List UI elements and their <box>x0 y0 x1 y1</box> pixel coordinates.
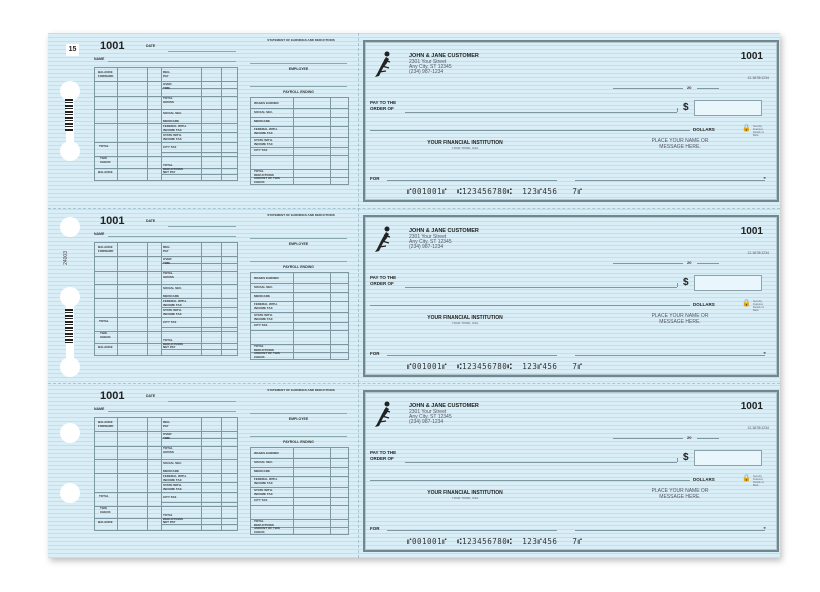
amount-words-field[interactable] <box>370 130 690 131</box>
stub-earnings-table: BALANCE FORWARD TOTAL THIS CHECK BALANCE REG. PAY OVER TIME TOTAL GROSS SOCIAL SEC. MEDICARE FEDERAL WITH. INCOME TAX STATE WITH. INCOME TAX CITY TAX TOTAL DEDUCTIONS NET PAY <box>94 242 238 356</box>
payee-field[interactable] <box>405 287 677 288</box>
routing-fraction: 12-3678/1234 <box>747 251 769 255</box>
routing-fraction: 12-3678/1234 <box>747 76 769 80</box>
amount-words-field[interactable] <box>370 305 690 306</box>
stub-date-label: DATE <box>146 219 156 223</box>
account-holder-address: 2301 Your Street Any City, ST 12345 (234) 987-1234 <box>409 234 452 250</box>
payee-field[interactable] <box>405 112 677 113</box>
lock-icon: 🔒 <box>742 300 751 307</box>
bank-town: YOUR TOWN, USA <box>451 146 479 150</box>
payroll-table: WAGES EARNED SOCIAL SEC. MEDICARE FEDERAL WITH. INCOME TAX STATE WITH. INCOME TAX CITY TAX TOTAL DEDUCTIONS AMOUNT OF THIS CHECK <box>250 97 349 185</box>
security-features-text: Security Features Details on Back. <box>753 300 765 312</box>
bank-name: YOUR FINANCIAL INSTITUTION <box>427 490 503 496</box>
employee-field[interactable] <box>250 413 347 414</box>
pay-to-label: PAY TO THE ORDER OF <box>370 275 397 286</box>
stub-check-number: 1001 <box>100 390 125 402</box>
check-number: 1001 <box>740 51 763 62</box>
payroll-ending-label: PAYROLL ENDING <box>283 440 314 444</box>
stub-3 <box>48 383 358 558</box>
check-sheet <box>48 33 780 558</box>
stub-date-label: DATE <box>146 44 156 48</box>
bank-town: YOUR TOWN, USA <box>451 496 479 500</box>
bank-town: YOUR TOWN, USA <box>451 321 479 325</box>
dollars-label: DOLLARS <box>693 127 715 132</box>
custom-message: PLACE YOUR NAME OR MESSAGE HERE. <box>651 138 709 150</box>
signature-mark: ⁌ <box>763 526 766 532</box>
signature-field[interactable] <box>575 530 765 531</box>
employee-label: EMPLOYEE <box>288 242 309 246</box>
stub-check-number: 1001 <box>100 40 125 52</box>
stub-name-label: NAME <box>94 57 105 61</box>
payroll-table: WAGES EARNED SOCIAL SEC. MEDICARE FEDERAL WITH. INCOME TAX STATE WITH. INCOME TAX CITY TAX TOTAL DEDUCTIONS AMOUNT OF THIS CHECK <box>250 447 349 535</box>
signature-field[interactable] <box>575 355 765 356</box>
statement-title: STATEMENT OF EARNINGS AND DEDUCTIONS <box>267 213 335 217</box>
stub-date-field[interactable] <box>168 226 236 227</box>
memo-label: FOR <box>370 176 380 181</box>
employee-label: EMPLOYEE <box>288 67 309 71</box>
stub-earnings-table: BALANCE FORWARD TOTAL THIS CHECK BALANCE REG. PAY OVER TIME TOTAL GROSS SOCIAL SEC. MEDICARE FEDERAL WITH. INCOME TAX STATE WITH. INCOME TAX CITY TAX TOTAL DEDUCTIONS NET PAY <box>94 67 238 181</box>
statement-title: STATEMENT OF EARNINGS AND DEDUCTIONS <box>267 388 335 392</box>
stub-date-label: DATE <box>146 394 156 398</box>
stub-name-field[interactable] <box>108 61 236 62</box>
stub-name-label: NAME <box>94 407 105 411</box>
routing-fraction: 12-3678/1234 <box>747 426 769 430</box>
runner-logo-icon <box>373 400 395 428</box>
stub-date-field[interactable] <box>168 401 236 402</box>
check-2 <box>363 215 779 377</box>
payroll-ending-field[interactable] <box>250 86 347 87</box>
date-year-prefix: 20 <box>687 260 692 265</box>
signature-mark: ⁌ <box>763 351 766 357</box>
lock-icon: 🔒 <box>742 125 751 132</box>
stub-name-label: NAME <box>94 232 105 236</box>
statement-title: STATEMENT OF EARNINGS AND DEDUCTIONS <box>267 38 335 42</box>
custom-message: PLACE YOUR NAME OR MESSAGE HERE. <box>651 488 709 500</box>
memo-field[interactable] <box>387 530 557 531</box>
dollar-sign: $ <box>683 277 689 288</box>
stub-name-field[interactable] <box>108 411 236 412</box>
signature-mark: ⁌ <box>763 176 766 182</box>
date-year-prefix: 20 <box>687 435 692 440</box>
amount-field[interactable] <box>694 275 762 291</box>
pay-to-label: PAY TO THE ORDER OF <box>370 450 397 461</box>
memo-field[interactable] <box>387 180 557 181</box>
employee-label: EMPLOYEE <box>288 417 309 421</box>
bank-name: YOUR FINANCIAL INSTITUTION <box>427 140 503 146</box>
payroll-ending-label: PAYROLL ENDING <box>283 265 314 269</box>
stub-date-field[interactable] <box>168 51 236 52</box>
stub-name-field[interactable] <box>108 236 236 237</box>
amount-field[interactable] <box>694 450 762 466</box>
employee-field[interactable] <box>250 238 347 239</box>
dollars-label: DOLLARS <box>693 477 715 482</box>
date-field[interactable] <box>613 88 683 89</box>
account-holder-address: 2301 Your Street Any City, ST 12345 (234) 987-1234 <box>409 409 452 425</box>
dollar-sign: $ <box>683 452 689 463</box>
stub-1 <box>48 33 358 208</box>
stub-earnings-table: BALANCE FORWARD TOTAL THIS CHECK BALANCE REG. PAY OVER TIME TOTAL GROSS SOCIAL SEC. MEDICARE FEDERAL WITH. INCOME TAX STATE WITH. INCOME TAX CITY TAX TOTAL DEDUCTIONS NET PAY <box>94 417 238 531</box>
security-features-text: Security Features Details on Back. <box>753 125 765 137</box>
stub-check-number: 1001 <box>100 215 125 227</box>
check-number: 1001 <box>740 401 763 412</box>
side-tag: 15 <box>66 44 79 56</box>
payroll-ending-field[interactable] <box>250 261 347 262</box>
micr-line: ⑈001001⑈ ⑆123456780⑆ 123⑈456 7⑈ <box>407 537 583 546</box>
payroll-table: WAGES EARNED SOCIAL SEC. MEDICARE FEDERAL WITH. INCOME TAX STATE WITH. INCOME TAX CITY TAX TOTAL DEDUCTIONS AMOUNT OF THIS CHECK <box>250 272 349 360</box>
security-features-text: Security Features Details on Back. <box>753 475 765 487</box>
account-holder-name: JOHN & JANE CUSTOMER <box>409 53 479 59</box>
stub-perforation <box>358 33 359 558</box>
date-field[interactable] <box>613 263 683 264</box>
lock-icon: 🔒 <box>742 475 751 482</box>
account-holder-name: JOHN & JANE CUSTOMER <box>409 228 479 234</box>
memo-field[interactable] <box>387 355 557 356</box>
check-1 <box>363 40 779 202</box>
micr-line: ⑈001001⑈ ⑆123456780⑆ 123⑈456 7⑈ <box>407 187 583 196</box>
side-code: 24003 <box>63 251 69 265</box>
signature-field[interactable] <box>575 180 765 181</box>
micr-line: ⑈001001⑈ ⑆123456780⑆ 123⑈456 7⑈ <box>407 362 583 371</box>
runner-logo-icon <box>373 225 395 253</box>
amount-words-field[interactable] <box>370 480 690 481</box>
account-holder-name: JOHN & JANE CUSTOMER <box>409 403 479 409</box>
runner-logo-icon <box>373 50 395 78</box>
date-year-prefix: 20 <box>687 85 692 90</box>
payee-field[interactable] <box>405 462 677 463</box>
payroll-ending-label: PAYROLL ENDING <box>283 90 314 94</box>
payroll-ending-field[interactable] <box>250 436 347 437</box>
memo-label: FOR <box>370 351 380 356</box>
check-3 <box>363 390 779 552</box>
memo-label: FOR <box>370 526 380 531</box>
custom-message: PLACE YOUR NAME OR MESSAGE HERE. <box>651 313 709 325</box>
bank-name: YOUR FINANCIAL INSTITUTION <box>427 315 503 321</box>
dollar-sign: $ <box>683 102 689 113</box>
dollars-label: DOLLARS <box>693 302 715 307</box>
date-field[interactable] <box>613 438 683 439</box>
account-holder-address: 2301 Your Street Any City, ST 12345 (234) 987-1234 <box>409 59 452 75</box>
stub-2 <box>48 208 358 383</box>
employee-field[interactable] <box>250 63 347 64</box>
check-number: 1001 <box>740 226 763 237</box>
pay-to-label: PAY TO THE ORDER OF <box>370 100 397 111</box>
amount-field[interactable] <box>694 100 762 116</box>
